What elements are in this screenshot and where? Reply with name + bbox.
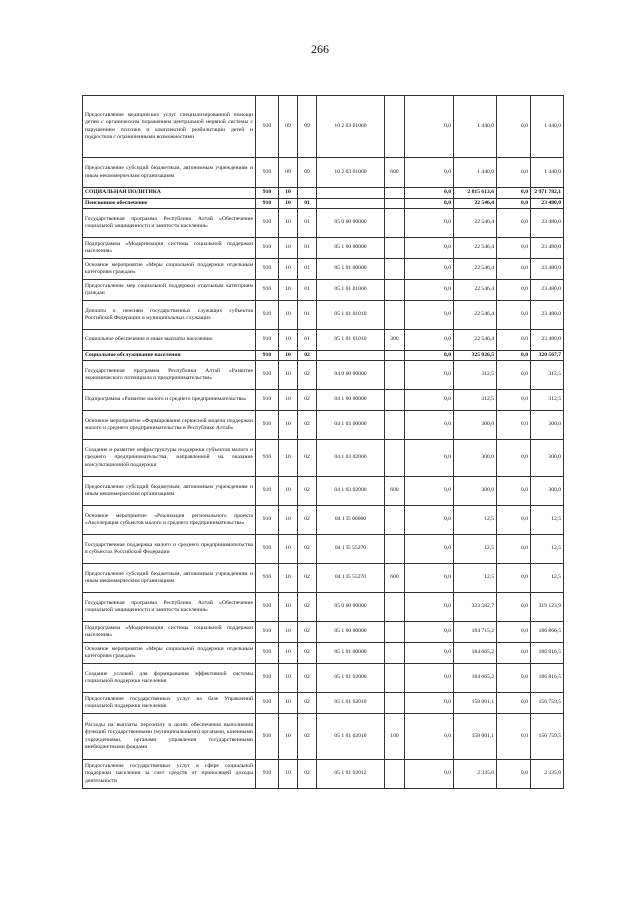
row-name-cell: Создание и развитие инфраструктуры поддержки субъектов малого и среднего предпринимательства, направленной на оказание консультационной поддержки xyxy=(83,440,256,477)
ministry-code-cell: 910 xyxy=(256,351,279,361)
amount-cell-1: 0,0 xyxy=(405,564,454,593)
table-row xyxy=(83,535,564,564)
amount-cell-2: 22 546,4 xyxy=(454,238,497,259)
target-article-code-cell xyxy=(317,188,385,199)
section-code-cell: 10 xyxy=(279,593,298,622)
expense-type-code-cell xyxy=(385,664,405,693)
expense-type-code-cell: 600 xyxy=(385,158,405,188)
row-name-cell: Создание условий для формирования эффективной системы социальной поддержки населения xyxy=(83,664,256,693)
ministry-code-cell: 910 xyxy=(256,477,279,506)
row-name-cell: Доплаты к пенсиям государственных служащих субъектов Российской Федерации и муниципальных служащих xyxy=(83,301,256,330)
subsection-code-cell: 02 xyxy=(298,535,317,564)
expense-type-code-cell xyxy=(385,593,405,622)
row-name-cell: Расходы на выплаты персоналу в целях обеспечения выполнения функций государственными (муниципальными) органами, казенными учреждениями, органами управления государственными внебюджетными фондами xyxy=(83,714,256,760)
row-name-cell: Предоставление государственных услуг на базе Управлений социальной поддержки населения xyxy=(83,693,256,714)
amount-cell-3: 0,0 xyxy=(497,259,531,280)
amount-cell-4: 320 567,7 xyxy=(531,351,564,361)
ministry-code-cell: 910 xyxy=(256,714,279,760)
expense-type-code-cell: 600 xyxy=(385,477,405,506)
section-code-cell: 10 xyxy=(279,330,298,351)
amount-cell-3: 0,0 xyxy=(497,564,531,593)
row-name-cell: Основное мероприятие «Меры социальной поддержки отдельным категориям граждан» xyxy=(83,643,256,664)
row-name-cell: Основное мероприятие «Реализация регионального проекта «Акселерация субъектов малого и среднего предпринимательства» xyxy=(83,506,256,535)
table-row xyxy=(83,760,564,789)
row-name-cell: Пенсионное обеспечение xyxy=(83,199,256,209)
target-article-code-cell: 05 1 01 02000 xyxy=(317,664,385,693)
amount-cell-3: 0,0 xyxy=(497,330,531,351)
section-code-cell: 10 xyxy=(279,209,298,238)
table-row xyxy=(83,622,564,643)
target-article-code-cell: 05 1 00 00000 xyxy=(317,622,385,643)
row-name-cell: Подпрограмма «Модернизация системы социальной поддержки населения» xyxy=(83,622,256,643)
amount-cell-1: 0,0 xyxy=(405,411,454,440)
amount-cell-4: 312,5 xyxy=(531,361,564,390)
amount-cell-1: 0,0 xyxy=(405,301,454,330)
amount-cell-1: 0,0 xyxy=(405,693,454,714)
row-name-cell: Государственная программа Республики Алтай «Развитие экономического потенциала и предпринимательства» xyxy=(83,361,256,390)
section-code-cell: 09 xyxy=(279,96,298,158)
subsection-code-cell: 02 xyxy=(298,411,317,440)
subsection-code-cell: 01 xyxy=(298,259,317,280)
amount-cell-3: 0,0 xyxy=(497,622,531,643)
amount-cell-1: 0,0 xyxy=(405,593,454,622)
table-row xyxy=(83,96,564,158)
ministry-code-cell: 910 xyxy=(256,440,279,477)
amount-cell-4: 2 971 782,1 xyxy=(531,188,564,199)
section-code-cell: 10 xyxy=(279,351,298,361)
subsection-code-cell: 09 xyxy=(298,96,317,158)
section-code-cell: 10 xyxy=(279,280,298,301)
amount-cell-2: 300,0 xyxy=(454,477,497,506)
subsection-code-cell: 02 xyxy=(298,760,317,789)
expense-type-code-cell xyxy=(385,199,405,209)
target-article-code-cell: 05 1 01 00000 xyxy=(317,259,385,280)
target-article-code-cell: 10 2 03 01060 xyxy=(317,96,385,158)
amount-cell-1: 0,0 xyxy=(405,477,454,506)
amount-cell-4: 23 480,0 xyxy=(531,301,564,330)
amount-cell-4: 156 759,5 xyxy=(531,693,564,714)
target-article-code-cell: 04 1 I5 55270 xyxy=(317,535,385,564)
section-code-cell: 10 xyxy=(279,390,298,411)
table-row xyxy=(83,259,564,280)
row-name-cell: Предоставление медицинских услуг специализированной помощи детям с органическим поражением центральной нервной системы с нарушением психики и комплексной реабилитации детей и подростков с ограниченными возможностями xyxy=(83,96,256,158)
ministry-code-cell: 910 xyxy=(256,96,279,158)
target-article-code-cell: 05 1 01 02012 xyxy=(317,760,385,789)
amount-cell-2: 184 665,2 xyxy=(454,643,497,664)
amount-cell-3: 0,0 xyxy=(497,693,531,714)
amount-cell-4: 319 123,9 xyxy=(531,593,564,622)
ministry-code-cell: 910 xyxy=(256,693,279,714)
subsection-code-cell: 02 xyxy=(298,643,317,664)
section-code-cell: 10 xyxy=(279,535,298,564)
amount-cell-1: 0,0 xyxy=(405,390,454,411)
table-row xyxy=(83,714,564,760)
amount-cell-1: 0,0 xyxy=(405,158,454,188)
amount-cell-4: 12,5 xyxy=(531,535,564,564)
amount-cell-4: 23 480,0 xyxy=(531,199,564,209)
row-name-cell: Подпрограмма «Модернизация системы социальной поддержки населения» xyxy=(83,238,256,259)
section-code-cell: 10 xyxy=(279,693,298,714)
target-article-code-cell xyxy=(317,199,385,209)
amount-cell-4: 12,5 xyxy=(531,506,564,535)
amount-cell-4: 300,0 xyxy=(531,477,564,506)
amount-cell-1: 0,0 xyxy=(405,209,454,238)
table-row xyxy=(83,158,564,188)
subsection-code-cell: 02 xyxy=(298,506,317,535)
amount-cell-4: 186 866,5 xyxy=(531,622,564,643)
amount-cell-3: 0,0 xyxy=(497,280,531,301)
subsection-code-cell: 02 xyxy=(298,564,317,593)
section-code-cell: 10 xyxy=(279,714,298,760)
amount-cell-2: 22 546,4 xyxy=(454,330,497,351)
ministry-code-cell: 910 xyxy=(256,158,279,188)
expense-type-code-cell: 100 xyxy=(385,714,405,760)
amount-cell-2: 1 440,0 xyxy=(454,158,497,188)
row-name-cell: Государственная поддержка малого и среднего предпринимательства в субъектах Российской Федерации xyxy=(83,535,256,564)
row-name-cell: Предоставление субсидий бюджетным, автономным учреждениям и иным некоммерческим организациям xyxy=(83,477,256,506)
table-row xyxy=(83,643,564,664)
amount-cell-4: 2 335,0 xyxy=(531,760,564,789)
target-article-code-cell: 05 1 01 01000 xyxy=(317,280,385,301)
row-name-cell: Основное мероприятие «Меры социальной поддержки отдельным категориям граждан» xyxy=(83,259,256,280)
section-code-cell: 09 xyxy=(279,158,298,188)
amount-cell-4: 23 480,0 xyxy=(531,330,564,351)
amount-cell-2: 184 715,2 xyxy=(454,622,497,643)
amount-cell-1: 0,0 xyxy=(405,199,454,209)
page-number: 266 xyxy=(311,42,329,56)
target-article-code-cell: 04 1 I5 55270 xyxy=(317,564,385,593)
target-article-code-cell: 05 1 01 01010 xyxy=(317,330,385,351)
table-row xyxy=(83,280,564,301)
row-name-cell: Предоставление мер социальной поддержки отдельным категориям граждан xyxy=(83,280,256,301)
row-name-cell: СОЦИАЛЬНАЯ ПОЛИТИКА xyxy=(83,188,256,199)
table-row xyxy=(83,593,564,622)
table-row xyxy=(83,361,564,390)
amount-cell-1: 0,0 xyxy=(405,643,454,664)
table-row xyxy=(83,411,564,440)
subsection-code-cell: 02 xyxy=(298,361,317,390)
subsection-code-cell: 02 xyxy=(298,664,317,693)
target-article-code-cell: 05 1 00 00000 xyxy=(317,238,385,259)
amount-cell-3: 0,0 xyxy=(497,760,531,789)
expense-type-code-cell xyxy=(385,760,405,789)
expense-type-code-cell xyxy=(385,535,405,564)
amount-cell-3: 0,0 xyxy=(497,199,531,209)
amount-cell-4: 23 480,0 xyxy=(531,238,564,259)
amount-cell-3: 0,0 xyxy=(497,506,531,535)
amount-cell-3: 0,0 xyxy=(497,535,531,564)
section-code-cell: 10 xyxy=(279,301,298,330)
amount-cell-4: 156 759,5 xyxy=(531,714,564,760)
amount-cell-4: 312,5 xyxy=(531,390,564,411)
ministry-code-cell: 910 xyxy=(256,535,279,564)
table-row xyxy=(83,440,564,477)
amount-cell-1: 0,0 xyxy=(405,535,454,564)
amount-cell-4: 1 440,0 xyxy=(531,96,564,158)
amount-cell-3: 0,0 xyxy=(497,411,531,440)
subsection-code-cell: 02 xyxy=(298,593,317,622)
ministry-code-cell: 910 xyxy=(256,280,279,301)
subsection-code-cell: 01 xyxy=(298,301,317,330)
amount-cell-1: 0,0 xyxy=(405,188,454,199)
amount-cell-2: 12,5 xyxy=(454,535,497,564)
amount-cell-3: 0,0 xyxy=(497,390,531,411)
amount-cell-1: 0,0 xyxy=(405,280,454,301)
subsection-code-cell: 01 xyxy=(298,330,317,351)
amount-cell-2: 22 546,4 xyxy=(454,209,497,238)
amount-cell-2: 312,5 xyxy=(454,390,497,411)
amount-cell-4: 12,5 xyxy=(531,564,564,593)
section-code-cell: 10 xyxy=(279,199,298,209)
amount-cell-2: 158 001,1 xyxy=(454,714,497,760)
section-code-cell: 10 xyxy=(279,188,298,199)
target-article-code-cell: 04 1 03 00000 xyxy=(317,411,385,440)
expense-type-code-cell xyxy=(385,301,405,330)
section-code-cell: 10 xyxy=(279,622,298,643)
amount-cell-3: 0,0 xyxy=(497,440,531,477)
amount-cell-3: 0,0 xyxy=(497,238,531,259)
amount-cell-2: 325 026,5 xyxy=(454,351,497,361)
amount-cell-2: 300,0 xyxy=(454,440,497,477)
ministry-code-cell: 910 xyxy=(256,622,279,643)
amount-cell-3: 0,0 xyxy=(497,714,531,760)
ministry-code-cell: 910 xyxy=(256,199,279,209)
amount-cell-1: 0,0 xyxy=(405,96,454,158)
expense-type-code-cell xyxy=(385,693,405,714)
row-name-cell: Подпрограмма «Развитие малого и среднего предпринимательства» xyxy=(83,390,256,411)
target-article-code-cell: 04 1 03 02000 xyxy=(317,477,385,506)
section-code-cell: 10 xyxy=(279,238,298,259)
amount-cell-2: 22 546,4 xyxy=(454,199,497,209)
expense-type-code-cell xyxy=(385,411,405,440)
target-article-code-cell: 05 1 01 02010 xyxy=(317,714,385,760)
section-code-cell: 10 xyxy=(279,361,298,390)
expense-type-code-cell xyxy=(385,506,405,535)
amount-cell-1: 0,0 xyxy=(405,440,454,477)
amount-cell-1: 0,0 xyxy=(405,760,454,789)
target-article-code-cell: 04 1 I5 00000 xyxy=(317,506,385,535)
target-article-code-cell: 05 1 01 01010 xyxy=(317,301,385,330)
amount-cell-2: 22 546,4 xyxy=(454,280,497,301)
table-row xyxy=(83,209,564,238)
amount-cell-2: 1 440,0 xyxy=(454,96,497,158)
row-name-cell: Социальное обеспечение и иные выплаты населению xyxy=(83,330,256,351)
row-name-cell: Основное мероприятие «Формирование сервисной модели поддержки малого и среднего предпринимательства в Республике Алтай» xyxy=(83,411,256,440)
table-row xyxy=(83,351,564,361)
amount-cell-4: 186 816,5 xyxy=(531,664,564,693)
amount-cell-3: 0,0 xyxy=(497,96,531,158)
ministry-code-cell: 910 xyxy=(256,238,279,259)
table-row xyxy=(83,477,564,506)
section-code-cell: 10 xyxy=(279,760,298,789)
row-name-cell: Предоставление государственных услуг в сфере социальной поддержки населения за счет средств от приносящей доходы деятельности xyxy=(83,760,256,789)
table-row xyxy=(83,564,564,593)
ministry-code-cell: 910 xyxy=(256,506,279,535)
amount-cell-4: 23 480,0 xyxy=(531,259,564,280)
target-article-code-cell: 05 1 01 00000 xyxy=(317,643,385,664)
amount-cell-3: 0,0 xyxy=(497,477,531,506)
amount-cell-1: 0,0 xyxy=(405,714,454,760)
row-name-cell: Государственная программа Республики Алтай «Обеспечение социальной защищенности и занятости населения» xyxy=(83,209,256,238)
amount-cell-1: 0,0 xyxy=(405,351,454,361)
section-code-cell: 10 xyxy=(279,259,298,280)
target-article-code-cell: 05 0 00 00000 xyxy=(317,209,385,238)
amount-cell-1: 0,0 xyxy=(405,664,454,693)
ministry-code-cell: 910 xyxy=(256,361,279,390)
amount-cell-3: 0,0 xyxy=(497,158,531,188)
expense-type-code-cell xyxy=(385,238,405,259)
ministry-code-cell: 910 xyxy=(256,664,279,693)
table-row xyxy=(83,330,564,351)
section-code-cell: 10 xyxy=(279,643,298,664)
amount-cell-2: 12,5 xyxy=(454,506,497,535)
amount-cell-3: 0,0 xyxy=(497,361,531,390)
amount-cell-1: 0,0 xyxy=(405,259,454,280)
subsection-code-cell: 01 xyxy=(298,238,317,259)
table-row xyxy=(83,506,564,535)
ministry-code-cell: 910 xyxy=(256,301,279,330)
amount-cell-3: 0,0 xyxy=(497,643,531,664)
amount-cell-2: 323 582,7 xyxy=(454,593,497,622)
amount-cell-1: 0,0 xyxy=(405,330,454,351)
amount-cell-2: 22 546,4 xyxy=(454,259,497,280)
table-row xyxy=(83,238,564,259)
expense-type-code-cell: 300 xyxy=(385,330,405,351)
table-row xyxy=(83,664,564,693)
ministry-code-cell: 910 xyxy=(256,760,279,789)
expense-type-code-cell xyxy=(385,440,405,477)
amount-cell-2: 184 665,2 xyxy=(454,664,497,693)
target-article-code-cell: 05 0 00 00000 xyxy=(317,593,385,622)
subsection-code-cell: 02 xyxy=(298,693,317,714)
expense-type-code-cell xyxy=(385,280,405,301)
row-name-cell: Государственная программа Республики Алтай «Обеспечение социальной защищенности и занятости населения» xyxy=(83,593,256,622)
amount-cell-2: 2 815 613,6 xyxy=(454,188,497,199)
table-row xyxy=(83,199,564,209)
amount-cell-3: 0,0 xyxy=(497,593,531,622)
ministry-code-cell: 910 xyxy=(256,390,279,411)
expense-type-code-cell: 600 xyxy=(385,564,405,593)
budget-table xyxy=(82,95,564,789)
target-article-code-cell: 04 0 00 00000 xyxy=(317,361,385,390)
amount-cell-2: 12,5 xyxy=(454,564,497,593)
subsection-code-cell: 02 xyxy=(298,477,317,506)
expense-type-code-cell xyxy=(385,622,405,643)
subsection-code-cell: 02 xyxy=(298,440,317,477)
ministry-code-cell: 910 xyxy=(256,209,279,238)
amount-cell-4: 23 480,0 xyxy=(531,280,564,301)
section-code-cell: 10 xyxy=(279,664,298,693)
amount-cell-4: 1 440,0 xyxy=(531,158,564,188)
target-article-code-cell: 04 1 03 02000 xyxy=(317,440,385,477)
amount-cell-3: 0,0 xyxy=(497,209,531,238)
subsection-code-cell: 02 xyxy=(298,351,317,361)
ministry-code-cell: 910 xyxy=(256,188,279,199)
amount-cell-3: 0,0 xyxy=(497,664,531,693)
table-row xyxy=(83,188,564,199)
amount-cell-3: 0,0 xyxy=(497,351,531,361)
target-article-code-cell xyxy=(317,351,385,361)
amount-cell-4: 186 816,5 xyxy=(531,643,564,664)
amount-cell-4: 300,0 xyxy=(531,440,564,477)
ministry-code-cell: 910 xyxy=(256,411,279,440)
expense-type-code-cell xyxy=(385,390,405,411)
row-name-cell: Социальное обслуживание населения xyxy=(83,351,256,361)
expense-type-code-cell xyxy=(385,259,405,280)
expense-type-code-cell xyxy=(385,96,405,158)
amount-cell-2: 2 335,0 xyxy=(454,760,497,789)
ministry-code-cell: 910 xyxy=(256,593,279,622)
ministry-code-cell: 910 xyxy=(256,330,279,351)
expense-type-code-cell xyxy=(385,188,405,199)
table-row xyxy=(83,301,564,330)
table-row xyxy=(83,693,564,714)
ministry-code-cell: 910 xyxy=(256,643,279,664)
amount-cell-1: 0,0 xyxy=(405,361,454,390)
row-name-cell: Предоставление субсидий бюджетным, автономным учреждениям и иным некоммерческим организациям xyxy=(83,158,256,188)
subsection-code-cell: 01 xyxy=(298,280,317,301)
section-code-cell: 10 xyxy=(279,477,298,506)
subsection-code-cell: 02 xyxy=(298,622,317,643)
expense-type-code-cell xyxy=(385,351,405,361)
amount-cell-2: 300,0 xyxy=(454,411,497,440)
subsection-code-cell: 01 xyxy=(298,199,317,209)
subsection-code-cell: 02 xyxy=(298,714,317,760)
expense-type-code-cell xyxy=(385,643,405,664)
expense-type-code-cell xyxy=(385,209,405,238)
amount-cell-1: 0,0 xyxy=(405,238,454,259)
amount-cell-2: 312,5 xyxy=(454,361,497,390)
target-article-code-cell: 05 1 01 02010 xyxy=(317,693,385,714)
row-name-cell: Предоставление субсидий бюджетным, автономным учреждениям и иным некоммерческим организациям xyxy=(83,564,256,593)
ministry-code-cell: 910 xyxy=(256,259,279,280)
amount-cell-4: 300,0 xyxy=(531,411,564,440)
section-code-cell: 10 xyxy=(279,506,298,535)
subsection-code-cell xyxy=(298,188,317,199)
section-code-cell: 10 xyxy=(279,411,298,440)
amount-cell-1: 0,0 xyxy=(405,622,454,643)
table-row xyxy=(83,390,564,411)
amount-cell-4: 23 480,0 xyxy=(531,209,564,238)
subsection-code-cell: 02 xyxy=(298,390,317,411)
amount-cell-3: 0,0 xyxy=(497,188,531,199)
expense-type-code-cell xyxy=(385,361,405,390)
section-code-cell: 10 xyxy=(279,440,298,477)
ministry-code-cell: 910 xyxy=(256,564,279,593)
target-article-code-cell: 04 1 00 00000 xyxy=(317,390,385,411)
amount-cell-3: 0,0 xyxy=(497,301,531,330)
subsection-code-cell: 01 xyxy=(298,209,317,238)
amount-cell-1: 0,0 xyxy=(405,506,454,535)
subsection-code-cell: 09 xyxy=(298,158,317,188)
amount-cell-2: 22 546,4 xyxy=(454,301,497,330)
target-article-code-cell: 10 2 03 01060 xyxy=(317,158,385,188)
section-code-cell: 10 xyxy=(279,564,298,593)
amount-cell-2: 158 001,1 xyxy=(454,693,497,714)
